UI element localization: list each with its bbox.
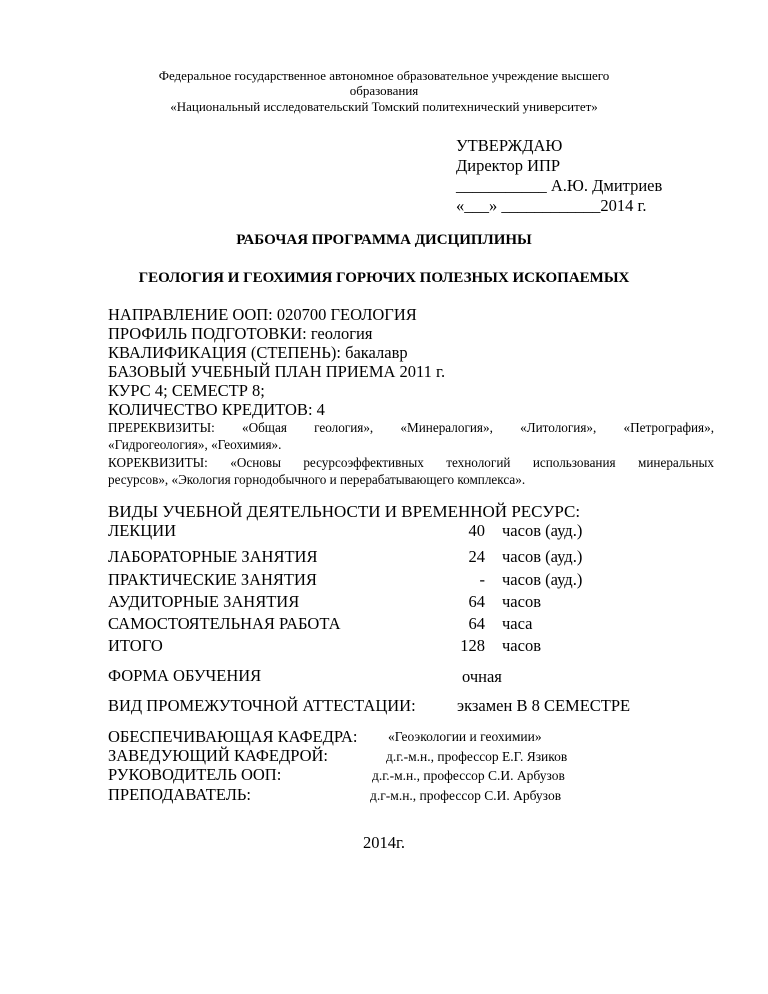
activity-unit: часов (ауд.) <box>502 570 583 589</box>
activity-label: ПРАКТИЧЕСКИЕ ЗАНЯТИЯ <box>108 570 317 589</box>
attestation-label: ВИД ПРОМЕЖУТОЧНОЙ АТТЕСТАЦИИ: <box>108 696 416 715</box>
info-qualification: КВАЛИФИКАЦИЯ (СТЕПЕНЬ): бакалавр <box>108 343 408 362</box>
oop-head-label: РУКОВОДИТЕЛЬ ООП: <box>108 765 282 784</box>
activity-hours: - <box>479 570 485 589</box>
activity-label: ЛАБОРАТОРНЫЕ ЗАНЯТИЯ <box>108 547 318 566</box>
department-value: «Геоэкологии и геохимии» <box>388 729 542 744</box>
header-line-1: Федеральное государственное автономное образовательное учреждение высшего <box>158 68 610 83</box>
activity-unit: часа <box>502 614 533 633</box>
activity-unit: часов (ауд.) <box>502 547 583 566</box>
year: 2014г. <box>362 833 406 852</box>
header-line-2: образования <box>349 83 419 98</box>
teacher-row <box>108 785 562 805</box>
form-value: очная <box>462 667 502 686</box>
activity-unit: часов <box>502 592 541 611</box>
approval-date: «___» ____________2014 г. <box>456 196 647 215</box>
activities-heading: ВИДЫ УЧЕБНОЙ ДЕЯТЕЛЬНОСТИ И ВРЕМЕННОЙ РЕСУРС: <box>108 502 581 521</box>
department-row <box>108 727 542 747</box>
teacher-label: ПРЕПОДАВАТЕЛЬ: <box>108 785 251 804</box>
teacher-value: д.г-м.н., профессор С.И. Арбузов <box>370 788 562 803</box>
corequisites-line-1: КОРЕКВИЗИТЫ: «Основы ресурсоэффективных технологий использования минеральных <box>108 455 714 470</box>
approve-label: УТВЕРЖДАЮ <box>456 136 563 155</box>
oop-head-value: д.г.-м.н., профессор С.И. Арбузов <box>372 768 565 783</box>
activity-label: АУДИТОРНЫЕ ЗАНЯТИЯ <box>108 592 300 611</box>
department-label: ОБЕСПЕЧИВАЮЩАЯ КАФЕДРА: <box>108 727 358 746</box>
activity-label: ИТОГО <box>108 636 163 655</box>
approver-signature: ___________ А.Ю. Дмитриев <box>456 176 663 195</box>
head-label: ЗАВЕДУЮЩИЙ КАФЕДРОЙ: <box>108 746 329 765</box>
info-credits: КОЛИЧЕСТВО КРЕДИТОВ: 4 <box>108 400 325 419</box>
activity-label: САМОСТОЯТЕЛЬНАЯ РАБОТА <box>108 614 341 633</box>
info-course-semester: КУРС 4; СЕМЕСТР 8; <box>108 381 265 400</box>
info-profile: ПРОФИЛЬ ПОДГОТОВКИ: геология <box>108 324 373 343</box>
attestation-value: экзамен В 8 СЕМЕСТРЕ <box>457 696 631 715</box>
info-direction: НАПРАВЛЕНИЕ ООП: 020700 ГЕОЛОГИЯ <box>108 305 417 324</box>
approver-position: Директор ИПР <box>456 156 561 175</box>
info-study-plan: БАЗОВЫЙ УЧЕБНЫЙ ПЛАН ПРИЕМА 2011 г. <box>108 362 446 381</box>
prerequisites-line-2: «Гидрогеология», «Геохимия». <box>108 437 282 452</box>
activity-hours: 128 <box>460 636 485 655</box>
corequisites-line-2: ресурсов», «Экология горнодобычного и перерабатывающего комплекса». <box>108 472 526 487</box>
header-line-3: «Национальный исследовательский Томский политехнический университет» <box>170 99 598 114</box>
activity-unit: часов (ауд.) <box>502 521 583 540</box>
activity-hours: 24 <box>468 547 485 566</box>
oop-head-row <box>108 765 565 785</box>
prerequisites-line-1: ПРЕРЕКВИЗИТЫ: «Общая геология», «Минералогия», «Литология», «Петрография», <box>108 420 714 435</box>
activity-hours: 64 <box>468 614 485 633</box>
head-row <box>108 746 568 766</box>
activity-unit: часов <box>502 636 541 655</box>
activity-hours: 64 <box>468 592 485 611</box>
discipline-title: ГЕОЛОГИЯ И ГЕОХИМИЯ ГОРЮЧИХ ПОЛЕЗНЫХ ИСКОПАЕМЫХ <box>138 270 630 286</box>
form-label: ФОРМА ОБУЧЕНИЯ <box>108 666 262 685</box>
activity-hours: 40 <box>468 521 485 540</box>
head-value: д.г.-м.н., профессор Е.Г. Язиков <box>386 749 568 764</box>
page-title: РАБОЧАЯ ПРОГРАММА ДИСЦИПЛИНЫ <box>236 232 532 248</box>
activity-label: ЛЕКЦИИ <box>108 521 177 540</box>
